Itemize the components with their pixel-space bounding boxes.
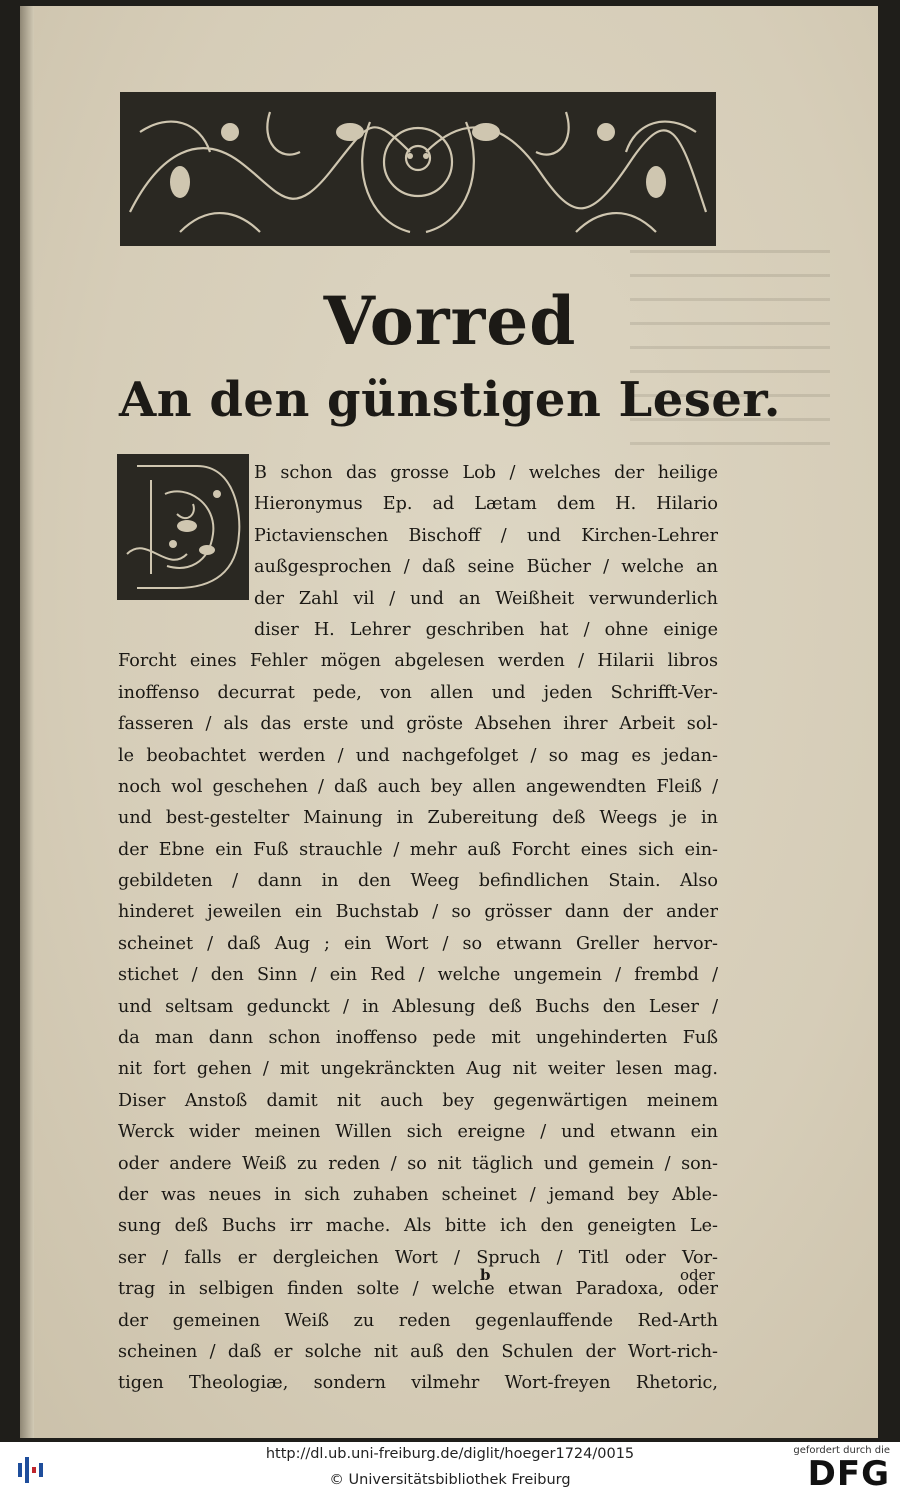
text-line: da man dann schon inoffenso pede mit ungehinderten Fuß bbox=[118, 1028, 718, 1049]
text-line: Pictavienschen Bischoff / und Kirchen-Lehrer bbox=[254, 525, 718, 546]
text-line: Hieronymus Ep. ad Lætam dem H. Hilario bbox=[254, 494, 718, 515]
text-line: außgesprochen / daß seine Bücher / welche an bbox=[254, 557, 718, 578]
text-line: scheinen / daß er solche nit auß den Schulen der Wort-rich- bbox=[118, 1341, 718, 1362]
page-gutter bbox=[20, 6, 34, 1438]
text-line: und seltsam gedunckt / in Ablesung deß Buchs den Leser / bbox=[118, 996, 718, 1017]
permalink-url[interactable]: http://dl.ub.uni-freiburg.de/diglit/hoeger1724/0015 bbox=[265, 1446, 635, 1462]
text-line: Diser Anstoß damit nit auch bey gegenwärtigen meinem bbox=[118, 1090, 718, 1111]
text-line: hinderet jeweilen ein Buchstab / so grösser dann der ander bbox=[118, 902, 718, 923]
headpiece-ornament-icon bbox=[120, 92, 716, 246]
text-line: trag in selbigen finden solte / welche etwan Paradoxa, oder bbox=[118, 1279, 718, 1300]
text-line: noch wol geschehen / daß auch bey allen angewendten Fleiß / bbox=[118, 776, 718, 797]
text-line: der Zahl vil / und an Weißheit verwunderlich bbox=[254, 588, 718, 609]
text-line: ser / falls er dergleichen Wort / Spruch / Titl oder Vor- bbox=[118, 1247, 718, 1268]
text-line: der Ebne ein Fuß strauchle / mehr auß Forcht eines sich ein- bbox=[118, 839, 718, 860]
page-title: Vorred bbox=[323, 282, 577, 360]
text-line: Werck wider meinen Willen sich ereigne / und etwann ein bbox=[118, 1122, 718, 1143]
text-line: tigen Theologiæ, sondern vilmehr Wort-freyen Rhetoric, bbox=[118, 1373, 718, 1394]
text-line: der gemeinen Weiß zu reden gegenlauffende Red-Arth bbox=[118, 1310, 718, 1331]
text-line: diser H. Lehrer geschriben hat / ohne einige bbox=[254, 619, 718, 640]
text-line: gebildeten / dann in den Weeg befindlichen Stain. Also bbox=[118, 871, 718, 892]
funding-note: gefordert durch die bbox=[793, 1445, 890, 1456]
text-line: scheinet / daß Aug ; ein Wort / so etwann Greller hervor- bbox=[118, 933, 718, 954]
dfg-logo[interactable]: DFG bbox=[807, 1454, 890, 1494]
text-line: B schon das grosse Lob / welches der heilige bbox=[254, 463, 718, 483]
text-line: nit fort gehen / mit ungekränckten Aug nit weiter lesen mag. bbox=[118, 1059, 718, 1080]
text-line: der was neues in sich zuhaben scheinet / jemand bey Able- bbox=[118, 1184, 718, 1205]
copyright-notice: © Universitätsbibliothek Freiburg bbox=[329, 1472, 571, 1488]
text-line: inoffenso decurrat pede, von allen und jeden Schrifft-Ver- bbox=[118, 682, 718, 703]
text-line: le beobachtet werden / und nachgefolget / so mag es jedan- bbox=[118, 745, 718, 766]
catchword: oder bbox=[680, 1266, 715, 1284]
text-line: fasseren / als das erste und gröste Absehen ihrer Arbeit sol- bbox=[118, 714, 718, 735]
page-subtitle: An den günstigen Leser. bbox=[118, 372, 781, 428]
signature-mark: b bbox=[480, 1266, 491, 1284]
text-line: Forcht eines Fehler mögen abgelesen werden / Hilarii libros bbox=[118, 651, 718, 672]
text-line: oder andere Weiß zu reden / so nit täglich und gemein / son- bbox=[118, 1153, 718, 1174]
body-text bbox=[118, 458, 718, 1400]
text-line: stichet / den Sinn / ein Red / welche ungemein / frembd / bbox=[118, 965, 718, 986]
text-line: sung deß Buchs irr mache. Als bitte ich den geneigten Le- bbox=[118, 1216, 718, 1237]
text-line: und best-gestelter Mainung in Zubereitung deß Weegs je in bbox=[118, 808, 718, 829]
